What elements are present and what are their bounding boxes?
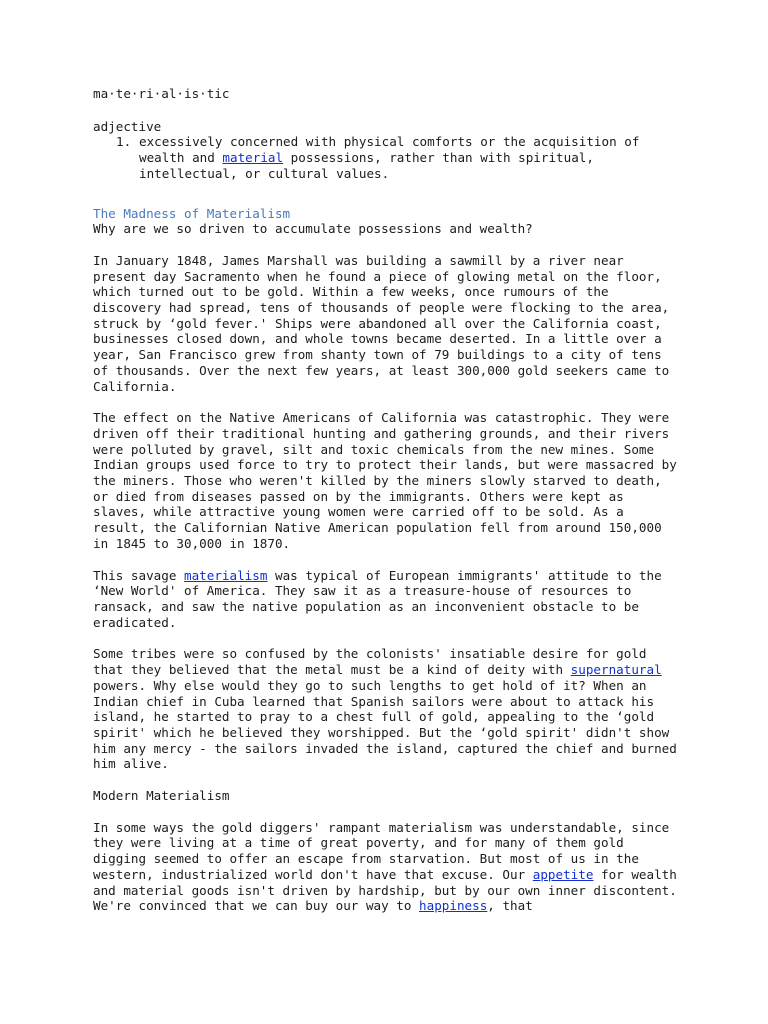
paragraph-4-end: powers. Why else would they go to such lengths to get hold of it? When an Indian chief in Cuba learned that Spanish sailors were about to attack his island, he started to pray to a chest full of gold, appealing to the ‘gold spirit' which he believed they worshipped. But the ‘gold spirit' didn't show him any mercy - the sailors invaded the island, captured the chief and burned him alive. xyxy=(93,677,677,772)
link-appetite[interactable]: appetite xyxy=(532,866,594,882)
paragraph-4 xyxy=(93,646,683,772)
definition-item xyxy=(93,134,683,181)
definition-text-start: excessively concerned with physical comforts or the acquisition of wealth and xyxy=(139,134,640,166)
paragraph-5-middle: for wealth and material goods isn't driven by hardship, but by our own inner discontent. We're convinced that we can buy our way to xyxy=(93,866,677,914)
link-supernatural[interactable]: supernatural xyxy=(570,662,662,678)
definition-list xyxy=(93,134,683,181)
document-page xyxy=(93,86,683,914)
paragraph-1: In January 1848, James Marshall was building a sawmill by a river near present day Sacramento when he found a piece of glowing metal on the floor, which turned out to be gold. Within a few weeks, once rumours of the discovery had spread, tens of thousands of people were flocking to the area, struck by ‘gold fever.' Ships were abandoned all over the California coast, businesses closed down, and whole towns became deserted. In a little over a year, San Francisco grew from shanty town of 79 buildings to a city of tens of thousands. Over the next few years, at least 300,000 gold seekers came to California. xyxy=(93,252,670,394)
link-materialism[interactable]: materialism xyxy=(184,567,268,583)
definition-number: 1. xyxy=(116,134,132,150)
paragraph-3 xyxy=(93,568,683,631)
link-happiness[interactable]: happiness xyxy=(419,898,488,914)
article-subheading: Why are we so driven to accumulate possessions and wealth? xyxy=(93,221,533,237)
paragraph-4-start: Some tribes were so confused by the colonists' insatiable desire for gold that they believed that the metal must be a kind of deity with xyxy=(93,646,647,678)
article-heading: The Madness of Materialism xyxy=(93,205,291,221)
paragraph-5-start: In some ways the gold diggers' rampant materialism was understandable, since they were living at a time of great poverty, and for many of them gold digging seemed to offer an escape from starvation. But most of us in the western, industrialized world don't have that excuse. Our xyxy=(93,819,670,882)
definition-text-end: possessions, rather than with spiritual, intellectual, or cultural values. xyxy=(139,150,594,181)
link-material[interactable]: material xyxy=(222,150,284,166)
headword: ma·te·ri·al·is·tic xyxy=(93,86,230,101)
paragraph-3-start: This savage xyxy=(93,567,184,583)
section-title: Modern Materialism xyxy=(93,788,230,804)
part-of-speech: adjective xyxy=(93,118,162,134)
paragraph-5-end: , that xyxy=(487,898,533,914)
paragraph-2: The effect on the Native Americans of California was catastrophic. They were driven off their traditional hunting and gathering grounds, and their rivers were polluted by gravel, silt and toxic chemicals from the new mines. Some Indian groups used force to try to protect their lands, but were massacred by the miners. Those who weren't killed by the miners slowly starved to death, or died from diseases passed on by the immigrants. Others were kept as slaves, while attractive young women were carried off to be sold. As a result, the Californian Native American population fell from around 150,000 in 1845 to 30,000 in 1870. xyxy=(93,410,677,551)
paragraph-3-end: was typical of European immigrants' attitude to the ‘New World' of America. They saw it as a treasure-house of resources to ransack, and saw the native population as an inconvenient obstacle to be eradicated. xyxy=(93,567,662,630)
paragraph-5 xyxy=(93,820,683,914)
